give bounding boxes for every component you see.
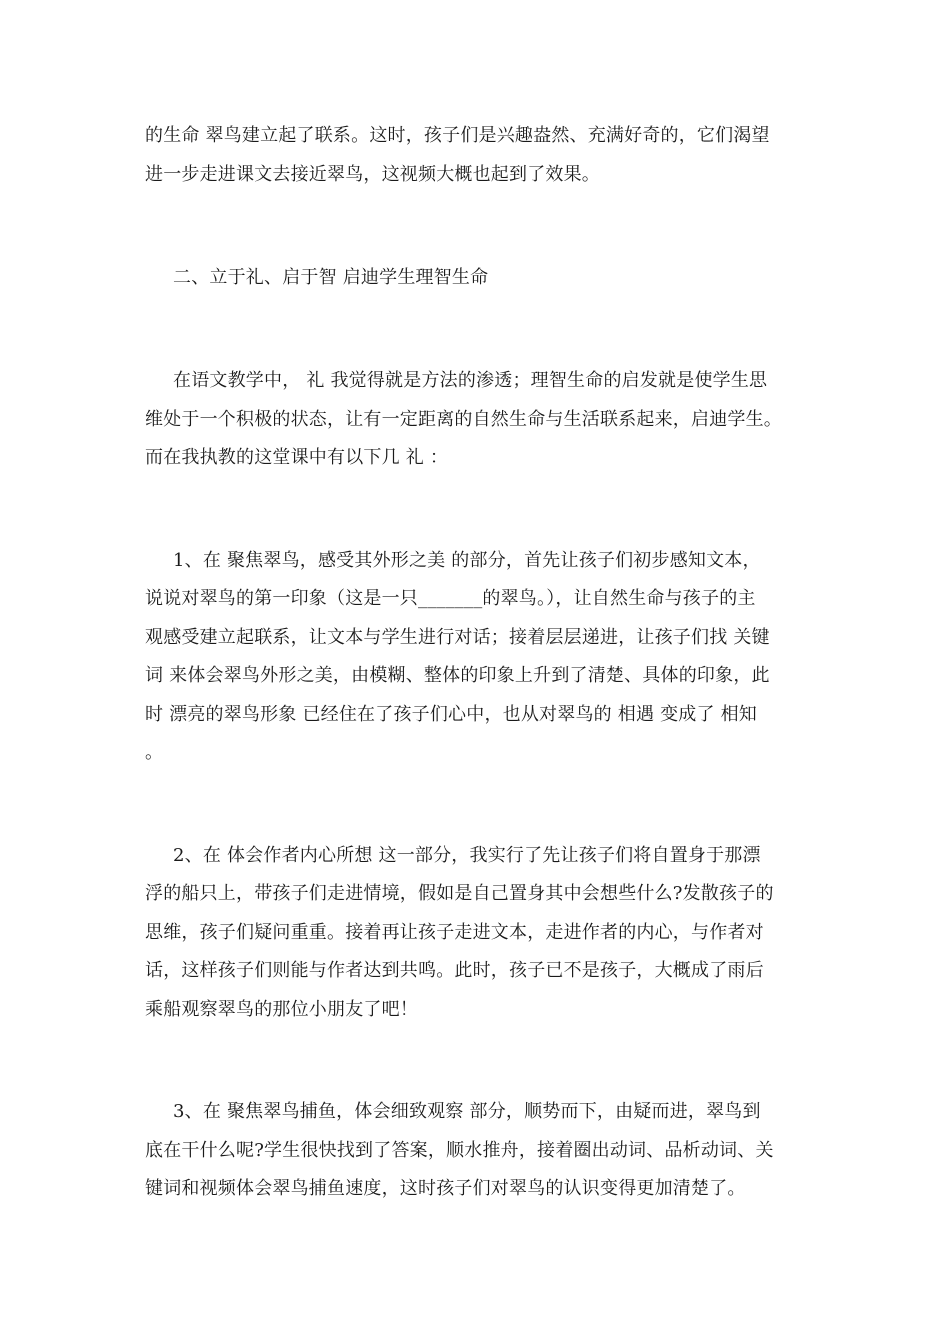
paragraph-line: 1、在 聚焦翠鸟，感受其外形之美 的部分，首先让孩子们初步感知文本， [173, 550, 761, 571]
paragraph-line: 乘船观察翠鸟的那位小朋友了吧！ [145, 999, 418, 1020]
paragraph-line: 底在干什么呢?学生很快找到了答案，顺水推舟，接着圈出动词、品析动词、关 [145, 1140, 774, 1161]
paragraph-line: 的生命 翠鸟建立起了联系。这时，孩子们是兴趣盎然、充满好奇的，它们渴望 [145, 125, 770, 146]
paragraph-line: 2、在 体会作者内心所想 这一部分，我实行了先让孩子们将自置身于那漂 [173, 845, 761, 866]
paragraph-line: 话，这样孩子们则能与作者达到共鸣。此时，孩子已不是孩子，大概成了雨后 [145, 960, 764, 981]
paragraph-line: 。 [145, 742, 164, 763]
paragraph-line: 维处于一个积极的状态，让有一定距离的自然生命与生活联系起来，启迪学生。 [145, 409, 782, 430]
paragraph-line: 而在我执教的这堂课中有以下几 礼 ： [145, 447, 449, 468]
paragraph-line: 说说对翠鸟的第一印象（这是一只_______的翠鸟。），让自然生命与孩子的主 [145, 588, 756, 609]
paragraph-line: 3、在 聚焦翠鸟捕鱼，体会细致观察 部分，顺势而下，由疑而进，翠鸟到 [173, 1101, 761, 1122]
section-heading: 二、立于礼、启于智 启迪学生理智生命 [173, 267, 489, 288]
paragraph-line: 浮的船只上，带孩子们走进情境，假如是自己置身其中会想些什么?发散孩子的 [145, 883, 774, 904]
paragraph-line: 时 漂亮的翠鸟形象 已经住在了孩子们心中，也从对翠鸟的 相遇 变成了 相知 [145, 704, 758, 725]
paragraph-line: 键词和视频体会翠鸟捕鱼速度，这时孩子们对翠鸟的认识变得更加清楚了。 [145, 1178, 746, 1199]
paragraph-line: 进一步走进课文去接近翠鸟，这视频大概也起到了效果。 [145, 164, 600, 185]
paragraph-line: 思维，孩子们疑问重重。接着再让孩子走进文本，走进作者的内心，与作者对 [145, 922, 764, 943]
paragraph-line: 观感受建立起联系，让文本与学生进行对话；接着层层递进，让孩子们找 关键 [145, 627, 770, 648]
paragraph-line: 在语文教学中， 礼 我觉得就是方法的渗透；理智生命的启发就是使学生思 [173, 370, 768, 391]
paragraph-line: 词 来体会翠鸟外形之美，由模糊、整体的印象上升到了清楚、具体的印象，此 [145, 665, 770, 686]
